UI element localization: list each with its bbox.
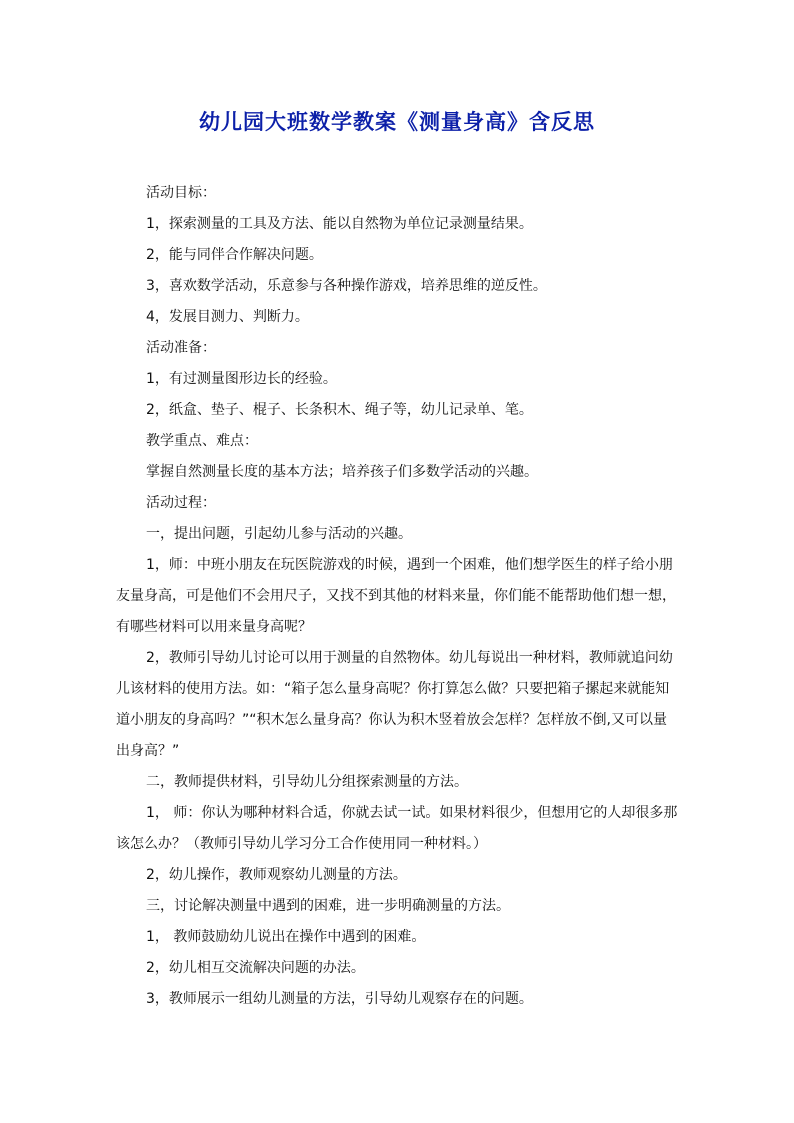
paragraph: 2，幼儿相互交流解决问题的办法。 [146,960,365,976]
paragraph: 3，教师展示一组幼儿测量的方法，引导幼儿观察存在的问题。 [146,991,533,1007]
paragraph: 教学重点、难点： [146,433,258,449]
paragraph: 掌握自然测量长度的基本方法；培养孩子们多数学活动的兴趣。 [146,464,538,480]
paragraph: 二，教师提供材料，引导幼儿分组探索测量的方法。 [146,774,468,790]
paragraph: 4，发展目测力、判断力。 [146,309,309,325]
paragraph: 1， 师：你认为哪种材料合适，你就去试一试。如果材料很少，但想用它的人却很多那该怎么办？（教师引导幼儿学习分工合作使用同一种材料。） [116,805,678,852]
paragraph: 2，教师引导幼儿讨论可以用于测量的自然物体。幼儿每说出一种材料，教师就追问幼儿该材料的使用方法。如：“箱子怎么量身高呢？你打算怎么做？只要把箱子摞起来就能知道小朋友的身高吗？”“积木怎么量身高？你认为积木竖着放会怎样？怎样放不倒,又可以量出身高？” [116,650,673,759]
paragraph: 1， 教师鼓励幼儿说出在操作中遇到的困难。 [146,929,426,945]
paragraph: 1，探索测量的工具及方法、能以自然物为单位记录测量结果。 [146,216,533,232]
document-body [116,178,680,1015]
paragraph: 活动目标： [146,185,216,201]
document-title: 幼儿园大班数学教案《测量身高》含反思 [199,109,595,134]
paragraph: 3，喜欢数学活动，乐意参与各种操作游戏，培养思维的逆反性。 [146,278,547,294]
paragraph: 1，师：中班小朋友在玩医院游戏的时候，遇到一个困难，他们想学医生的样子给小朋友量身高，可是他们不会用尺子，又找不到其他的材料来量，你们能不能帮助他们想一想，有哪些材料可以用来量身高呢？ [116,557,676,635]
paragraph: 活动过程： [146,495,216,511]
paragraph: 2，纸盒、垫子、棍子、长条积木、绳子等，幼儿记录单、笔。 [146,402,533,418]
paragraph: 2，幼儿操作，教师观察幼儿测量的方法。 [146,867,407,883]
paragraph: 一，提出问题，引起幼儿参与活动的兴趣。 [146,526,412,542]
paragraph: 活动准备： [146,340,216,356]
paragraph: 2，能与同伴合作解决问题。 [146,247,323,263]
paragraph: 三，讨论解决测量中遇到的困难，进一步明确测量的方法。 [146,898,510,914]
paragraph: 1，有过测量图形边长的经验。 [146,371,337,387]
